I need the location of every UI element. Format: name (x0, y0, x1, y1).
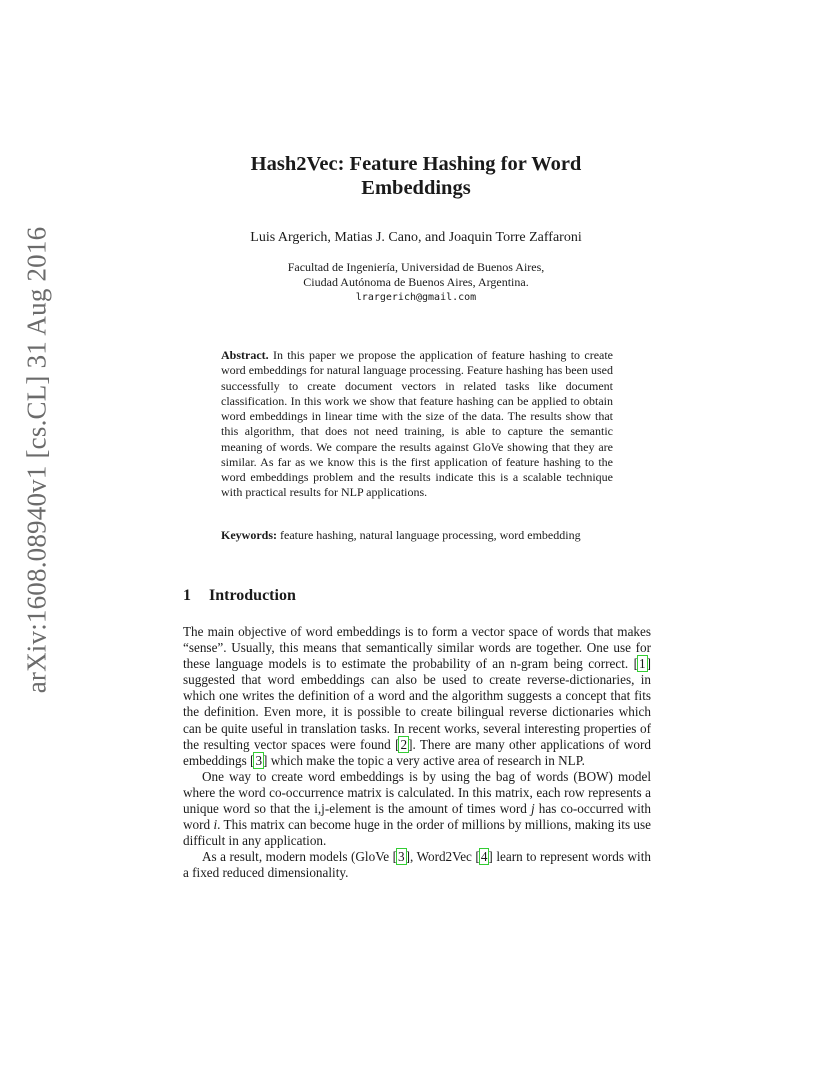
paragraph-text: The main objective of word embeddings is to form a vector space of words that makes “sense”. Usually, this means that semantically similar words are together. One use for these language models is to estimate the probability of an n-gram being correct. (183, 624, 651, 672)
citation-link[interactable]: 2 (400, 736, 408, 752)
section-number: 1 (183, 587, 191, 604)
paragraph-text: , Word2Vec (410, 849, 472, 865)
paragraph-3: As a result, modern models (GloVe [3], Word2Vec [4] learn to represent words with a fixed reduced dimensionality. (183, 849, 651, 881)
citation-link[interactable]: 3 (398, 849, 405, 865)
paragraph-text: . This matrix can become huge in the order of millions by millions, making its use difficult in any application. (183, 817, 652, 849)
paragraph-text: One way to create word embeddings is by using the bag of words (BOW) model where the word co-occurrence matrix is calculated. In this matrix, each row represents a unique word so that the i,j-element is the amount of times word (183, 768, 651, 817)
math-variable: j (530, 801, 535, 817)
keywords-label: Keywords: (221, 528, 277, 542)
keywords (221, 528, 613, 543)
affiliation-line-1: Facultad de Ingeniería, Universidad de Buenos Aires, (287, 260, 545, 274)
math-variable: i (213, 817, 218, 833)
abstract (221, 348, 613, 501)
paragraph-2 (183, 769, 651, 849)
arxiv-identifier-stamp: arXiv:1608.08940v1 [cs.CL] 31 Aug 2016 (21, 226, 52, 694)
section-body (183, 624, 651, 882)
abstract-text: In this paper we propose the application of feature hashing to create word embeddings for natural language processing. Feature hashing has been used successfully to create document vectors in related tasks like document classification. In this work we show that feature hashing can be applied to obtain word embeddings in linear time with the size of the data. The results show that this algorithm, that does not need training, is able to capture the semantic meaning of words. We compare the results against GloVe showing that they are similar. As far as we know this is the first application of feature hashing to the word embeddings problem and the results indicate this is a scalable technique with practical results for NLP applications. (221, 348, 614, 500)
affiliation-block (200, 260, 632, 305)
citation-link[interactable]: 1 (639, 656, 646, 672)
paragraph-1: The main objective of word embeddings is to form a vector space of words that makes “sense”. Usually, this means that semantically similar words are together. One use for these language models is to estimate the probability of an n-gram being correct. [1] suggested that word embeddings can also be used to create reverse-dictionaries, in which one writes the definition of a word and the algorithm suggests a concept that fits the definition. Even more, it is possible to create bilingual reverse dictionaries which can be quite useful in translation tasks. In recent works, several interesting properties of the resulting vector spaces were found [2]. There are many other applications of word embeddings [3] which make the topic a very active area of research in NLP. (183, 624, 651, 768)
citation-link[interactable]: 3 (255, 752, 263, 768)
paragraph-text: As a result, modern models (GloVe (202, 849, 390, 865)
paragraph-text: suggested that word embeddings can also be used to create reverse-dictionaries, in which one writes the definition of a word and the algorithm suggests a concept that fits the definition. Even more, it is possible to create bilingual reverse dictionaries which can be quite useful in translation tasks. In recent works, several interesting properties of the resulting vector spaces were found (183, 672, 651, 752)
section-title: Introduction (209, 587, 296, 604)
paper-title: Hash2Vec: Feature Hashing for Word Embeddings (250, 153, 582, 199)
section-heading (183, 587, 296, 605)
keywords-text: feature hashing, natural language processing, word embedding (280, 528, 581, 542)
paragraph-text: learn to represent words with a fixed reduced dimensionality. (183, 849, 651, 881)
affiliation-line-2: Ciudad Autónoma de Buenos Aires, Argentina. (303, 275, 529, 289)
citation-link[interactable]: 4 (480, 849, 488, 865)
author-list: Luis Argerich, Matias J. Cano, and Joaquin Torre Zaffaroni (250, 230, 582, 245)
abstract-label: Abstract. (221, 348, 269, 362)
paragraph-text: which make the topic a very active area of research in NLP. (270, 752, 585, 768)
author-email: lrargerich@gmail.com (355, 292, 477, 303)
paragraph-text: . There are many other applications of word embeddings (183, 736, 651, 768)
paragraph-text: has co-occurred with word (183, 801, 651, 833)
